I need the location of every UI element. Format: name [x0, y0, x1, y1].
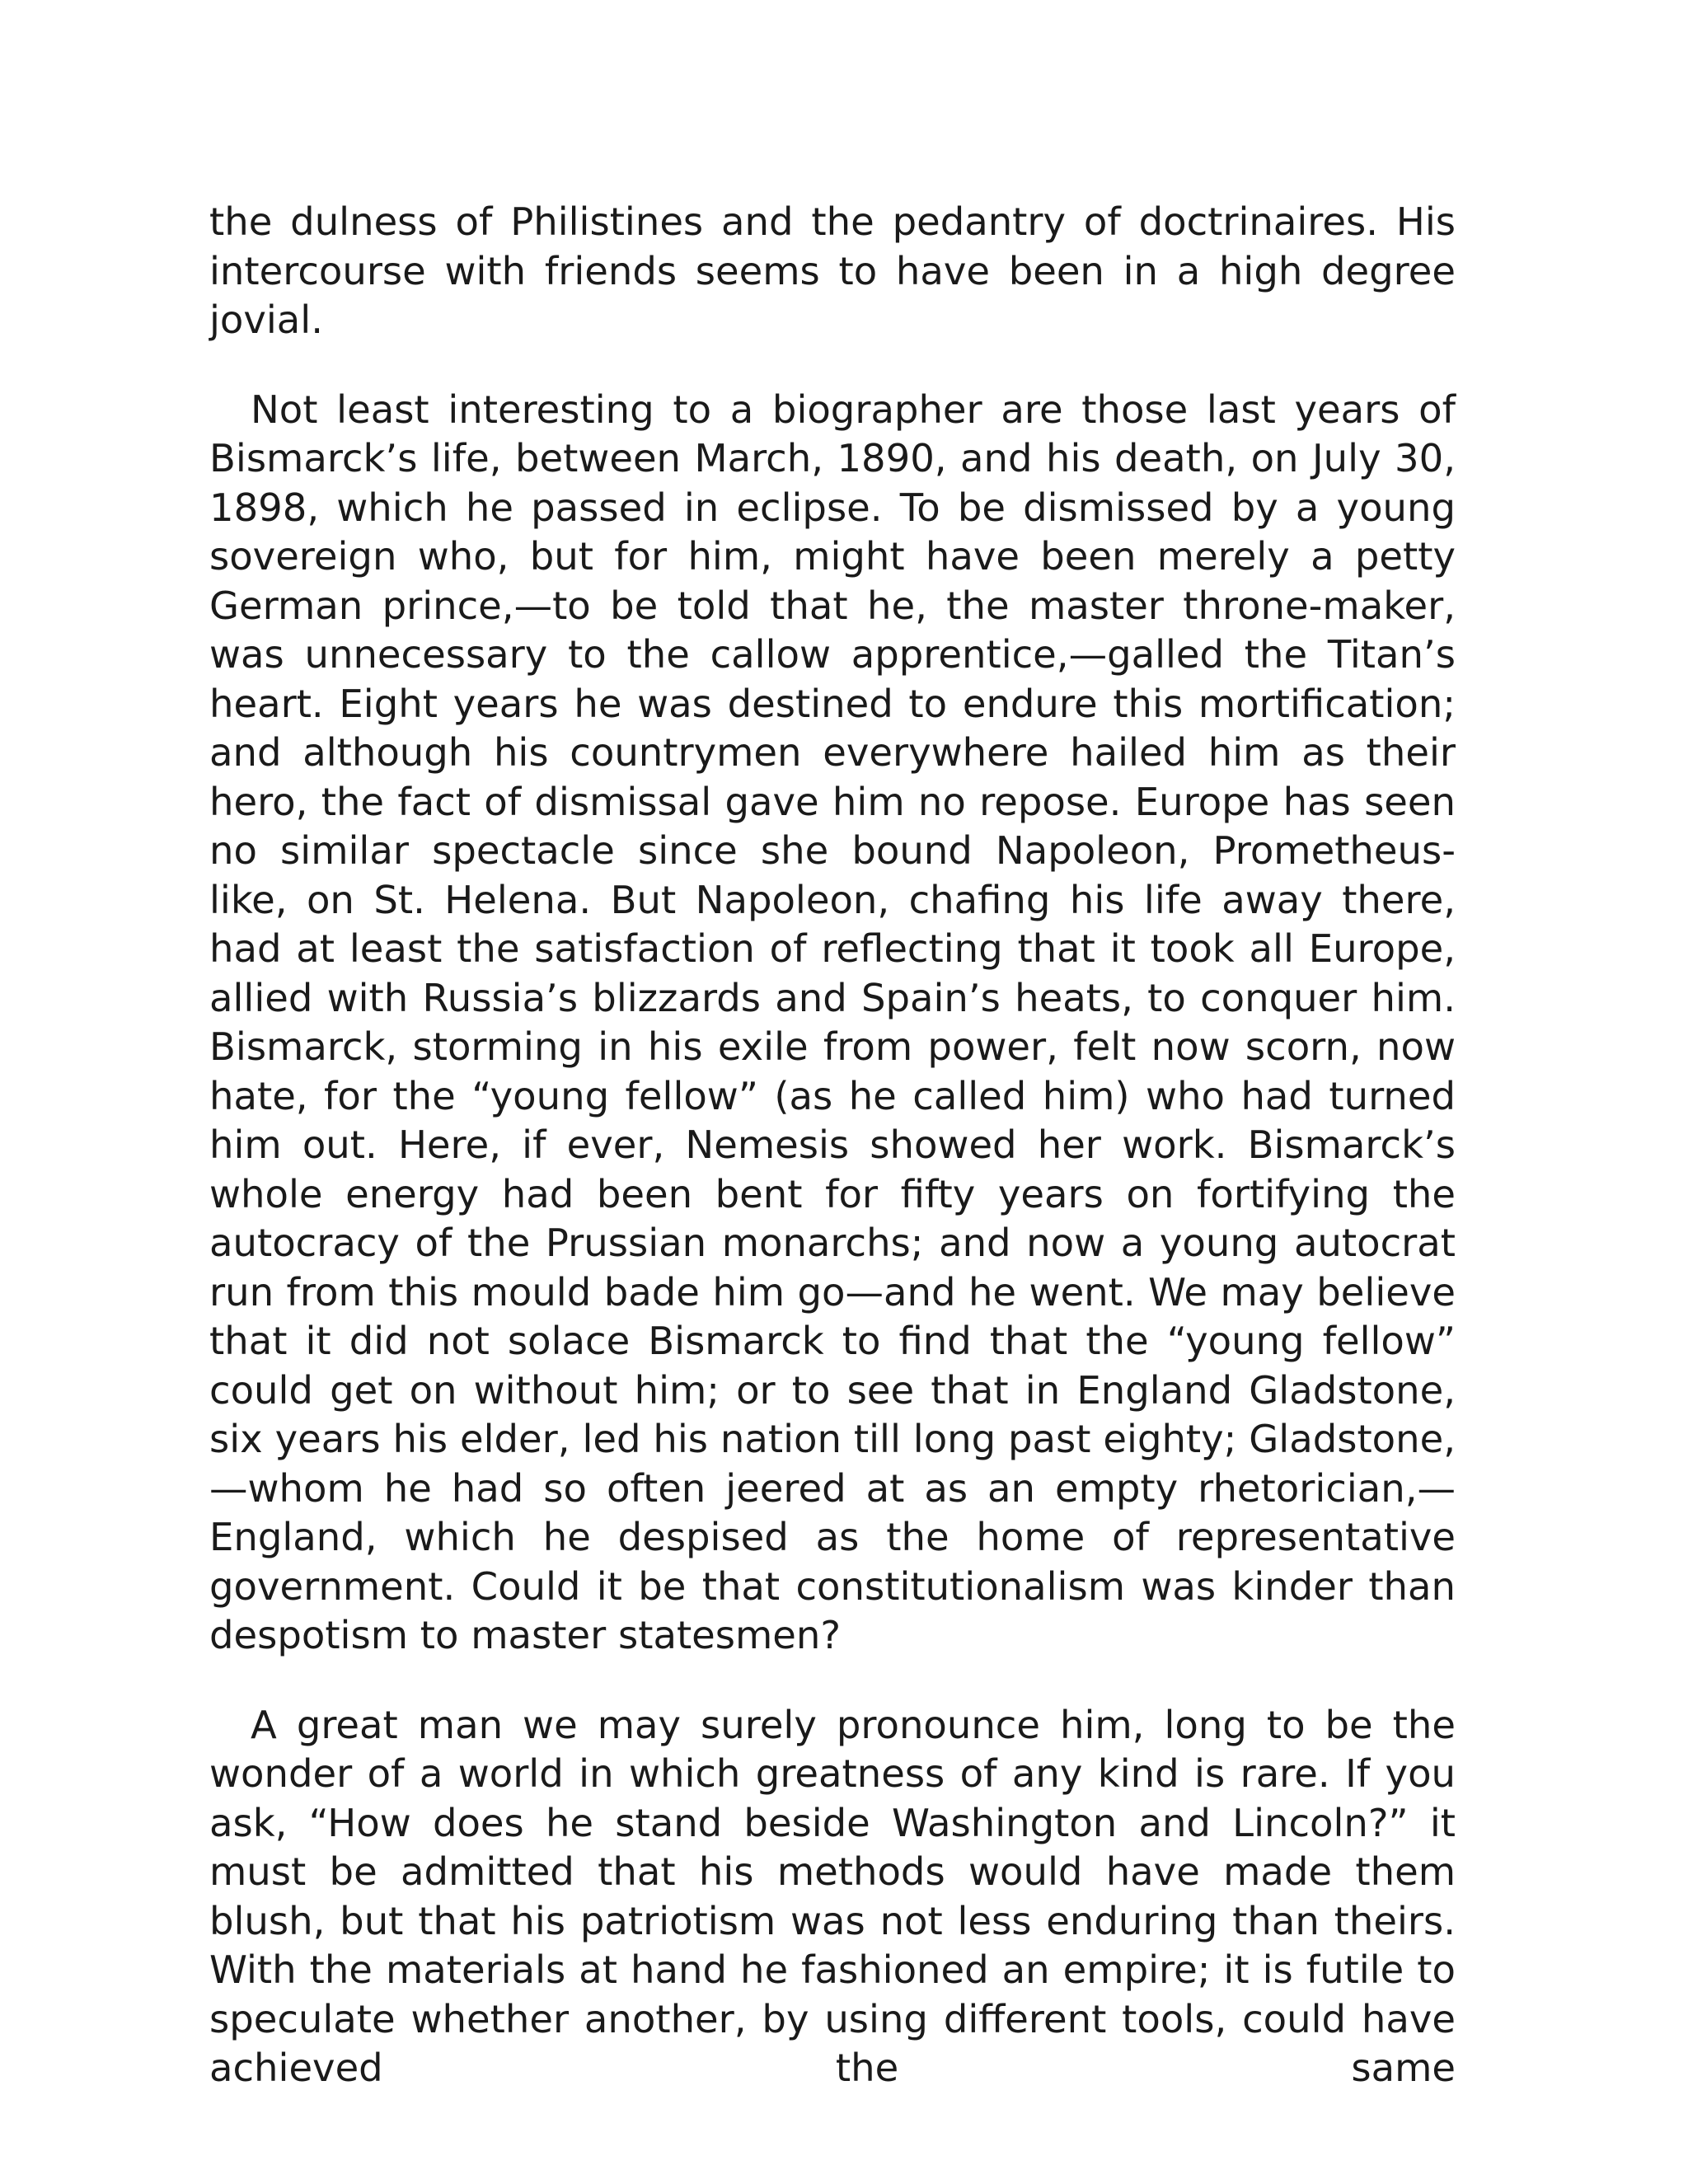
paragraph-1: the dulness of Philistines and the pedantry of doctrinaires. His intercourse with friends seems to have been in a high degree jovial.	[209, 199, 1456, 342]
page-body	[209, 198, 1456, 2093]
paragraph-3: A great man we may surely pronounce him, long to be the wonder of a world in which greatness of any kind is rare. If you ask, “How does he stand beside Washington and Lincoln?” it must be admitted that his methods would have made them blush, but that his patriotism was not less enduring than theirs. With the materials at hand he fashioned an empire; it is futile to speculate whether another, by using different tools, could have achieved the same	[209, 1702, 1456, 2090]
paragraph-2: Not least interesting to a biographer are those last years of Bismarck’s life, between March, 1890, and his death, on July 30, 1898, which he passed in eclipse. To be dismissed by a young sovereign who, but for him, might have been merely a petty German prince,—to be told that he, the master throne-maker, was unnecessary to the callow apprentice,—galled the Titan’s heart. Eight years he was destined to endure this mortification; and although his countrymen everywhere hailed him as their hero, the fact of dismissal gave him no repose. Europe has seen no similar spectacle since she bound Napoleon, Prometheus-like, on St. Helena. But Napoleon, chafing his life away there, had at least the satisfaction of reflecting that it took all Europe, allied with Russia’s blizzards and Spain’s heats, to conquer him. Bismarck, storming in his exile from power, felt now scorn, now hate, for the “young fellow” (as he called him) who had turned him out. Here, if ever, Nemesis showed her work. Bismarck’s whole energy had been bent for fifty years on fortifying the autocracy of the Prussian monarchs; and now a young autocrat run from this mould bade him go—and he went. We may believe that it did not solace Bismarck to find that the “young fellow” could get on without him; or to see that in England Gladstone, six years his elder, led his nation till long past eighty; Gladstone,—whom he had so often jeered at as an empty rhetorician,—England, which he despised as the home of representative government. Could it be that constitutionalism was kinder than despotism to master statesmen?	[209, 387, 1456, 1657]
